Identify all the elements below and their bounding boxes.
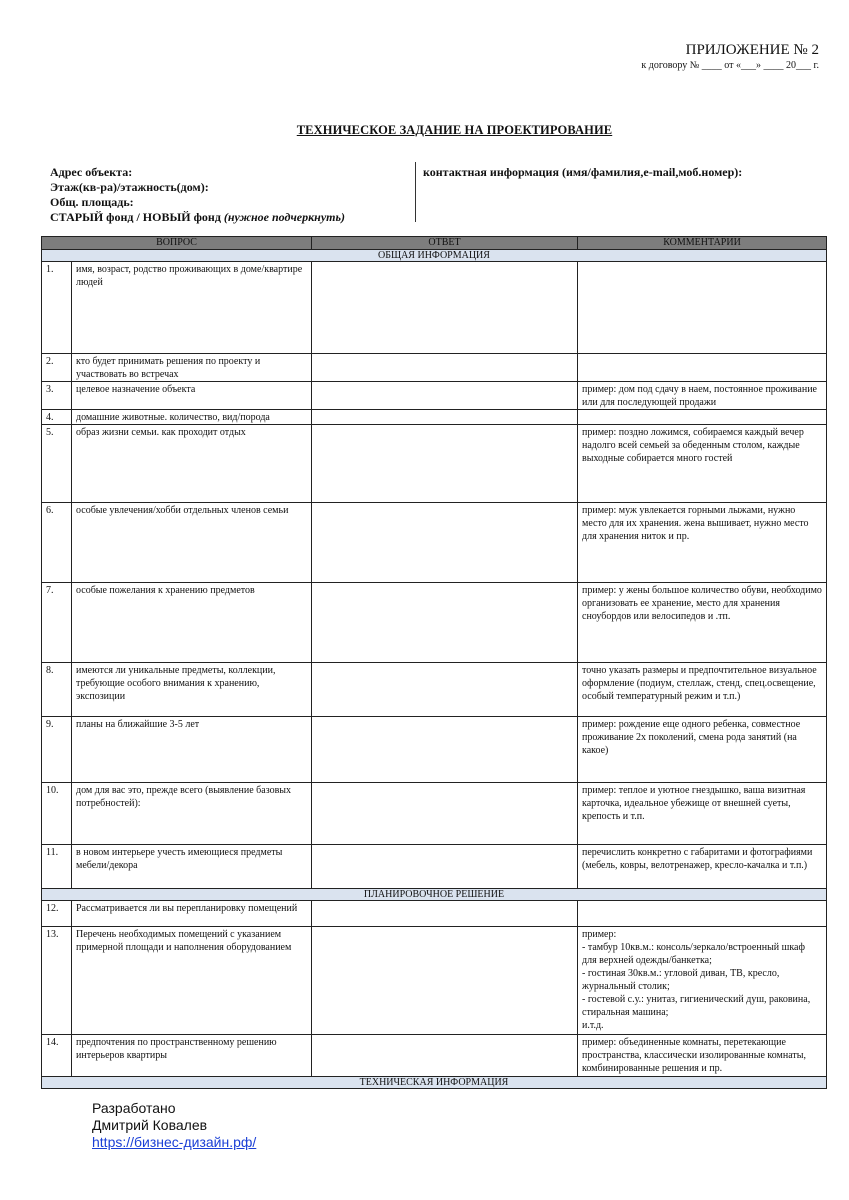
row-comment [578,354,827,382]
table-header-row [42,237,827,250]
row-comment: пример: теплое и уютное гнездышко, ваша визитная карточка, идеальное убежище от внешней суеты, крепость и т.п. [578,783,827,845]
header-question: ВОПРОС [42,237,312,250]
row-question: имя, возраст, родство проживающих в доме/квартире людей [72,262,312,354]
row-answer[interactable] [312,901,578,927]
row-question: особые пожелания к хранению предметов [72,583,312,663]
table-row [42,845,827,889]
row-question: кто будет принимать решения по проекту и участвовать во встречах [72,354,312,382]
footer [92,1100,256,1151]
row-comment [578,410,827,425]
row-comment: перечислить конкретно с габаритами и фотографиями (мебель, ковры, велотренажер, кресло-качалка и т.п.) [578,845,827,889]
row-question: целевое назначение объекта [72,382,312,410]
section-title: ТЕХНИЧЕСКАЯ ИНФОРМАЦИЯ [42,1077,827,1089]
row-comment [578,901,827,927]
row-number: 4. [42,410,72,425]
row-number: 3. [42,382,72,410]
row-number: 9. [42,717,72,783]
table-row [42,783,827,845]
table-row [42,410,827,425]
row-number: 6. [42,503,72,583]
row-number: 11. [42,845,72,889]
row-number: 13. [42,927,72,1035]
table-row [42,663,827,717]
row-question: дом для вас это, прежде всего (выявление базовых потребностей): [72,783,312,845]
row-number: 10. [42,783,72,845]
row-answer[interactable] [312,663,578,717]
table-row [42,1035,827,1077]
row-answer[interactable] [312,503,578,583]
section-row [42,889,827,901]
table-row [42,901,827,927]
row-answer[interactable] [312,262,578,354]
table-row [42,583,827,663]
row-answer[interactable] [312,354,578,382]
row-number: 8. [42,663,72,717]
row-question: образ жизни семьи. как проходит отдых [72,425,312,503]
row-number: 5. [42,425,72,503]
row-comment: пример: объединенные комнаты, перетекающие пространства, классически изолированные комнаты, комбинированные решения и пр. [578,1035,827,1077]
table-row [42,354,827,382]
footer-author: Дмитрий Ковалев [92,1117,208,1133]
row-comment: пример: у жены большое количество обуви, необходимо организовать ее хранение, место для хранения сноубордов или велосипедов и .тп. [578,583,827,663]
header-comments: КОММЕНТАРИИ [578,237,827,250]
section-title: ОБЩАЯ ИНФОРМАЦИЯ [42,250,827,262]
row-number: 12. [42,901,72,927]
row-number: 7. [42,583,72,663]
row-answer[interactable] [312,717,578,783]
row-comment: пример: - тамбур 10кв.м.: консоль/зеркало/встроенный шкаф для верхней одежды/банкетка; - гостиная 30кв.м.: угловой диван, ТВ, кресло, журнальный столик; - гостевой с.у.: унитаз, гигиенический душ, раковина, стиральная машина; и.т.д. [578,927,827,1035]
section-title: ПЛАНИРОВОЧНОЕ РЕШЕНИЕ [42,889,827,901]
requirements-table [41,236,827,1089]
table-row [42,927,827,1035]
row-answer[interactable] [312,410,578,425]
row-comment: пример: дом под сдачу в наем, постоянное проживание или для последующей продажи [578,382,827,410]
row-answer[interactable] [312,927,578,1035]
row-comment [578,262,827,354]
document-title: ТЕХНИЧЕСКОЕ ЗАДАНИЕ НА ПРОЕКТИРОВАНИЕ [296,123,613,137]
row-comment: пример: рождение еще одного ребенка, совместное проживание 2х поколений, смена рода занятий (на какое) [578,717,827,783]
table-row [42,262,827,354]
contact-label: контактная информация (имя/фамилия,e-mail,моб.номер): [423,165,743,179]
table-row [42,503,827,583]
row-question: предпочтения по пространственному решению интерьеров квартиры [72,1035,312,1077]
row-comment: пример: поздно ложимся, собираемся каждый вечер надолго всей семьей за обеденным столом, каждые выходные собирается много гостей [578,425,827,503]
fund-label: СТАРЫЙ фонд / НОВЫЙ фонд [50,210,221,224]
row-question: Рассматривается ли вы перепланировку помещений [72,901,312,927]
floor-label: Этаж(кв-ра)/этажность(дом): [50,180,209,194]
row-number: 1. [42,262,72,354]
row-answer[interactable] [312,1035,578,1077]
object-info [50,165,410,225]
section-row [42,1077,827,1089]
info-divider [415,162,416,222]
row-question: имеются ли уникальные предметы, коллекции, требующие особого внимания к хранению, экспозиции [72,663,312,717]
area-label: Общ. площадь: [50,195,134,209]
row-comment: пример: муж увлекается горными лыжами, нужно место для их хранения. жена вышивает, нужно место для хранения ниток и пр. [578,503,827,583]
row-question: Перечень необходимых помещений с указанием примерной площади и наполнения оборудованием [72,927,312,1035]
table-row [42,425,827,503]
row-number: 2. [42,354,72,382]
footer-link[interactable]: https://бизнес-дизайн.рф/ [92,1134,257,1150]
fund-note: (нужное подчеркнуть) [223,210,345,224]
row-answer[interactable] [312,845,578,889]
section-row [42,250,827,262]
appendix-contract-ref: к договору № ____ от «___» ____ 20___ г. [641,60,819,71]
row-question: домашние животные. количество, вид/порода [72,410,312,425]
table-row [42,717,827,783]
header-answer: ОТВЕТ [312,237,578,250]
row-answer[interactable] [312,783,578,845]
row-comment: точно указать размеры и предпочтительное визуальное оформление (подиум, стеллаж, стенд, спец.освещение, особый температурный режим и т.п.) [578,663,827,717]
row-question: планы на ближайшие 3-5 лет [72,717,312,783]
row-answer[interactable] [312,382,578,410]
row-number: 14. [42,1035,72,1077]
row-question: особые увлечения/хобби отдельных членов семьи [72,503,312,583]
fund-line [50,210,410,225]
row-answer[interactable] [312,425,578,503]
appendix-title: ПРИЛОЖЕНИЕ № 2 [685,42,819,58]
row-question: в новом интерьере учесть имеющиеся предметы мебели/декора [72,845,312,889]
row-answer[interactable] [312,583,578,663]
table-row [42,382,827,410]
footer-developed: Разработано [92,1100,176,1116]
address-label: Адрес объекта: [50,165,133,179]
